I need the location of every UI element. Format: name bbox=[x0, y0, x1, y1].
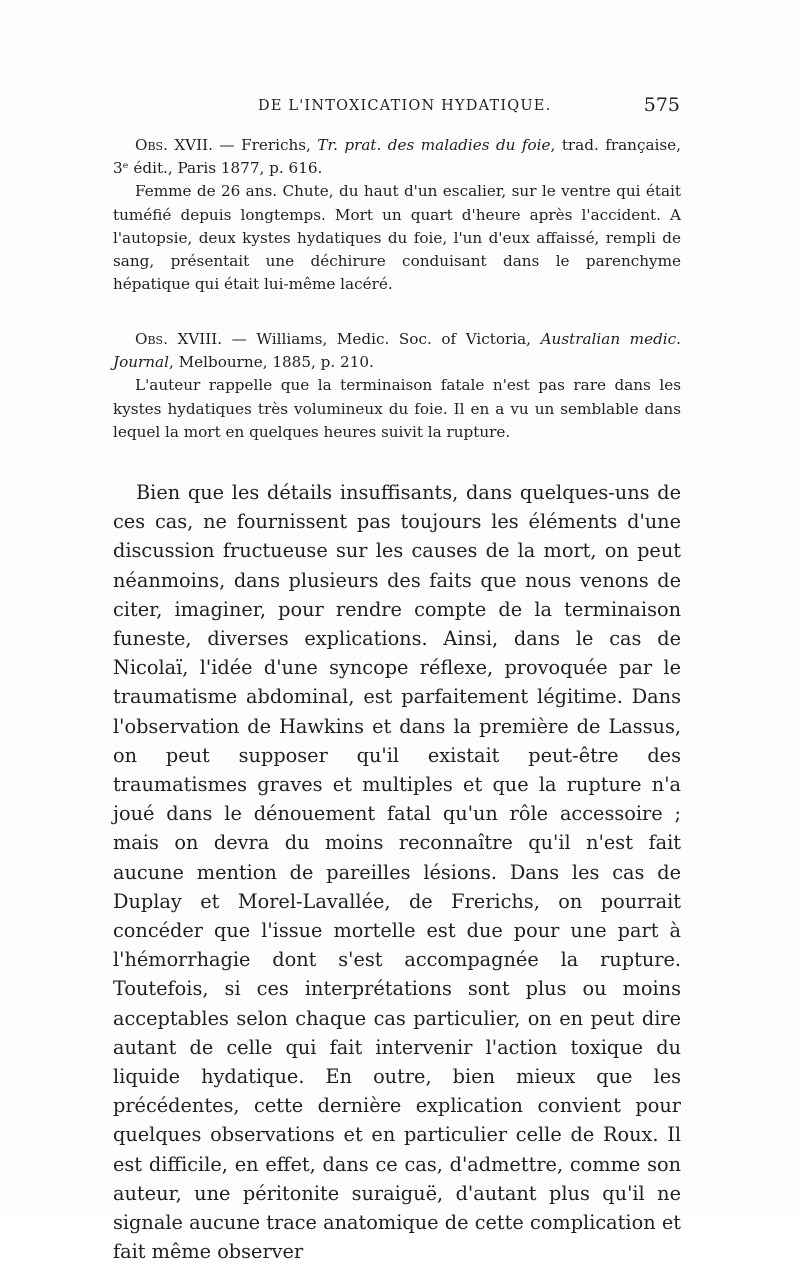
observation-17-reference: , trad. française, 3ᵉ édit., Paris 1877, p. 616. bbox=[113, 136, 681, 178]
observation-17-author: — Frerichs, bbox=[212, 136, 318, 154]
observation-18 bbox=[113, 328, 681, 444]
running-head: DE L'INTOXICATION HYDATIQUE. bbox=[258, 98, 552, 114]
observation-18-journal: Australian medic. Journal bbox=[113, 330, 681, 372]
page-header bbox=[258, 94, 680, 120]
observation-18-citation bbox=[113, 328, 681, 374]
observation-17 bbox=[113, 134, 681, 296]
observation-18-reference: , Melbourne, 1885, p. 210. bbox=[168, 353, 374, 372]
observation-17-label: Obs. XVII. bbox=[135, 136, 213, 154]
main-paragraph: Bien que les détails insuffisants, dans quelques-uns de ces cas, ne fournissent pas toujours les éléments d'une discussion fructueuse sur les causes de la mort, on peut néanmoins, dans plusieurs des faits que nous venons de citer, imaginer, pour rendre compte de la terminaison funeste, diverses explications. Ainsi, dans le cas de Nicolaï, l'idée d'une syncope réflexe, provoquée par le traumatisme abdominal, est parfaitement légitime. Dans l'observation de Hawkins et dans la première de Lassus, on peut supposer qu'il existait peut-être des traumatismes graves et multiples et que la rupture n'a joué dans le dénouement fatal qu'un rôle accessoire ; mais on devra du moins reconnaître qu'il n'est fait aucune mention de pareilles lésions. Dans les cas de Duplay et Morel-Lavallée, de Frerichs, on pourrait concéder que l'issue mortelle est due pour une part à l'hémorrhagie dont s'est accompagnée la rupture. Toutefois, si ces interprétations sont plus ou moins acceptables selon chaque cas particulier, on en peut dire autant de celle qui fait intervenir l'action toxique du liquide hydatique. En outre, bien mieux que les précédentes, cette dernière explication convient pour quelques observations et en particulier celle de Roux. Il est difficile, en effet, dans ce cas, d'admettre, comme son auteur, une péritonite suraiguë, d'autant plus qu'il ne signale aucune trace anatomique de cette complication et fait même observer bbox=[113, 481, 681, 1264]
page-number: 575 bbox=[643, 94, 680, 116]
observation-17-citation bbox=[113, 134, 681, 180]
observation-18-author: — Williams, Medic. Soc. of Victoria, bbox=[222, 330, 541, 348]
observation-18-label: Obs. XVIII. bbox=[135, 330, 223, 348]
observation-17-title: Tr. prat. des maladies du foie bbox=[317, 136, 551, 154]
main-text bbox=[113, 478, 681, 1266]
observation-18-text: L'auteur rappelle que la terminaison fatale n'est pas rare dans les kystes hydatiques très volumineux du foie. Il en a vu un semblable dans lequel la mort en quelques heures suivit la rupture. bbox=[113, 376, 681, 441]
observation-17-text: Femme de 26 ans. Chute, du haut d'un escalier, sur le ventre qui était tuméfié depuis longtemps. Mort un quart d'heure après l'accident. A l'autopsie, deux kystes hydatiques du foie, l'un d'eux affaissé, rempli de sang, présentait une déchirure conduisant dans le parenchyme hépatique qui était lui-même lacéré. bbox=[113, 182, 681, 294]
